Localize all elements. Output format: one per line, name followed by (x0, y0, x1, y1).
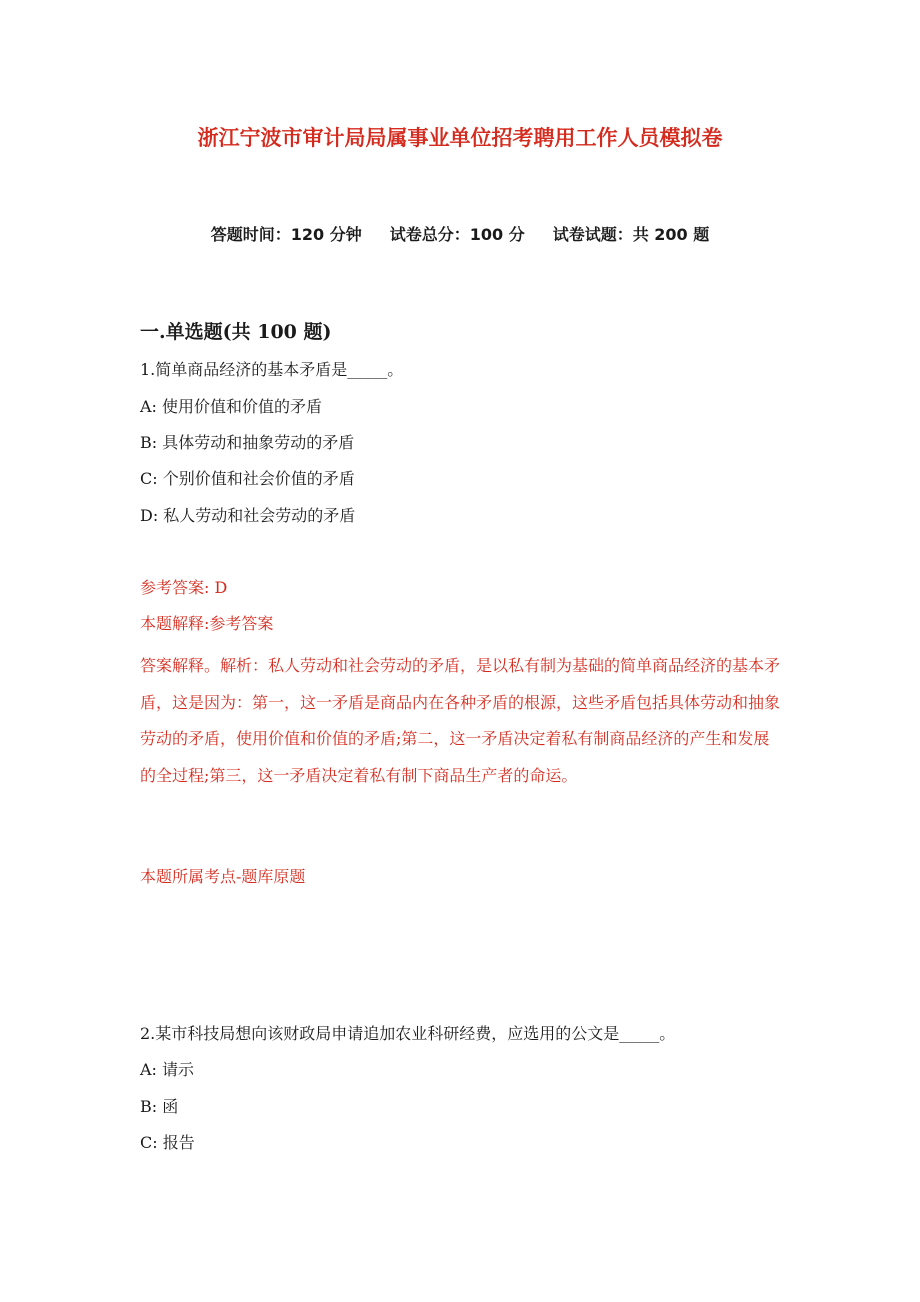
question-1-explain-label: 本题解释:参考答案 (140, 614, 274, 633)
question-1-point: 本题所属考点-题库原题 (140, 867, 306, 886)
question-2-stem: 2.某市科技局想向该财政局申请追加农业科研经费，应选用的公文是_____。 (140, 1024, 676, 1043)
question-1-stem: 1.简单商品经济的基本矛盾是_____。 (140, 360, 404, 379)
question-2-option-b: B: 函 (140, 1097, 179, 1116)
exam-time: 答题时间：120 分钟 (210, 225, 362, 244)
question-1-answer: 参考答案: D (140, 578, 228, 597)
question-1-option-b: B: 具体劳动和抽象劳动的矛盾 (140, 433, 355, 452)
question-1-option-c: C: 个别价值和社会价值的矛盾 (140, 469, 355, 488)
question-2-option-c: C: 报告 (140, 1133, 195, 1152)
question-1-explanation: 答案解释。解析：私人劳动和社会劳动的矛盾，是以私有制为基础的简单商品经济的基本矛盾，这是因为：第一，这一矛盾是商品内在各种矛盾的根源，这些矛盾包括具体劳动和抽象劳动的矛盾，使用价值和价值的矛盾;第二，这一矛盾决定着私有制商品经济的产生和发展的全过程;第三，这一矛盾决定着私有制下商品生产者的命运。 (140, 656, 781, 785)
question-1-option-a: A: 使用价值和价值的矛盾 (140, 397, 323, 416)
exam-meta (0, 222, 920, 245)
exam-count: 试卷试题：共 200 题 (552, 225, 710, 244)
question-1-option-d: D: 私人劳动和社会劳动的矛盾 (140, 506, 356, 525)
question-2-option-a: A: 请示 (140, 1060, 195, 1079)
document-title: 浙江宁波市审计局局属事业单位招考聘用工作人员模拟卷 (197, 126, 723, 150)
exam-score: 试卷总分：100 分 (389, 225, 525, 244)
section-title: 一.单选题(共 100 题) (140, 321, 332, 343)
